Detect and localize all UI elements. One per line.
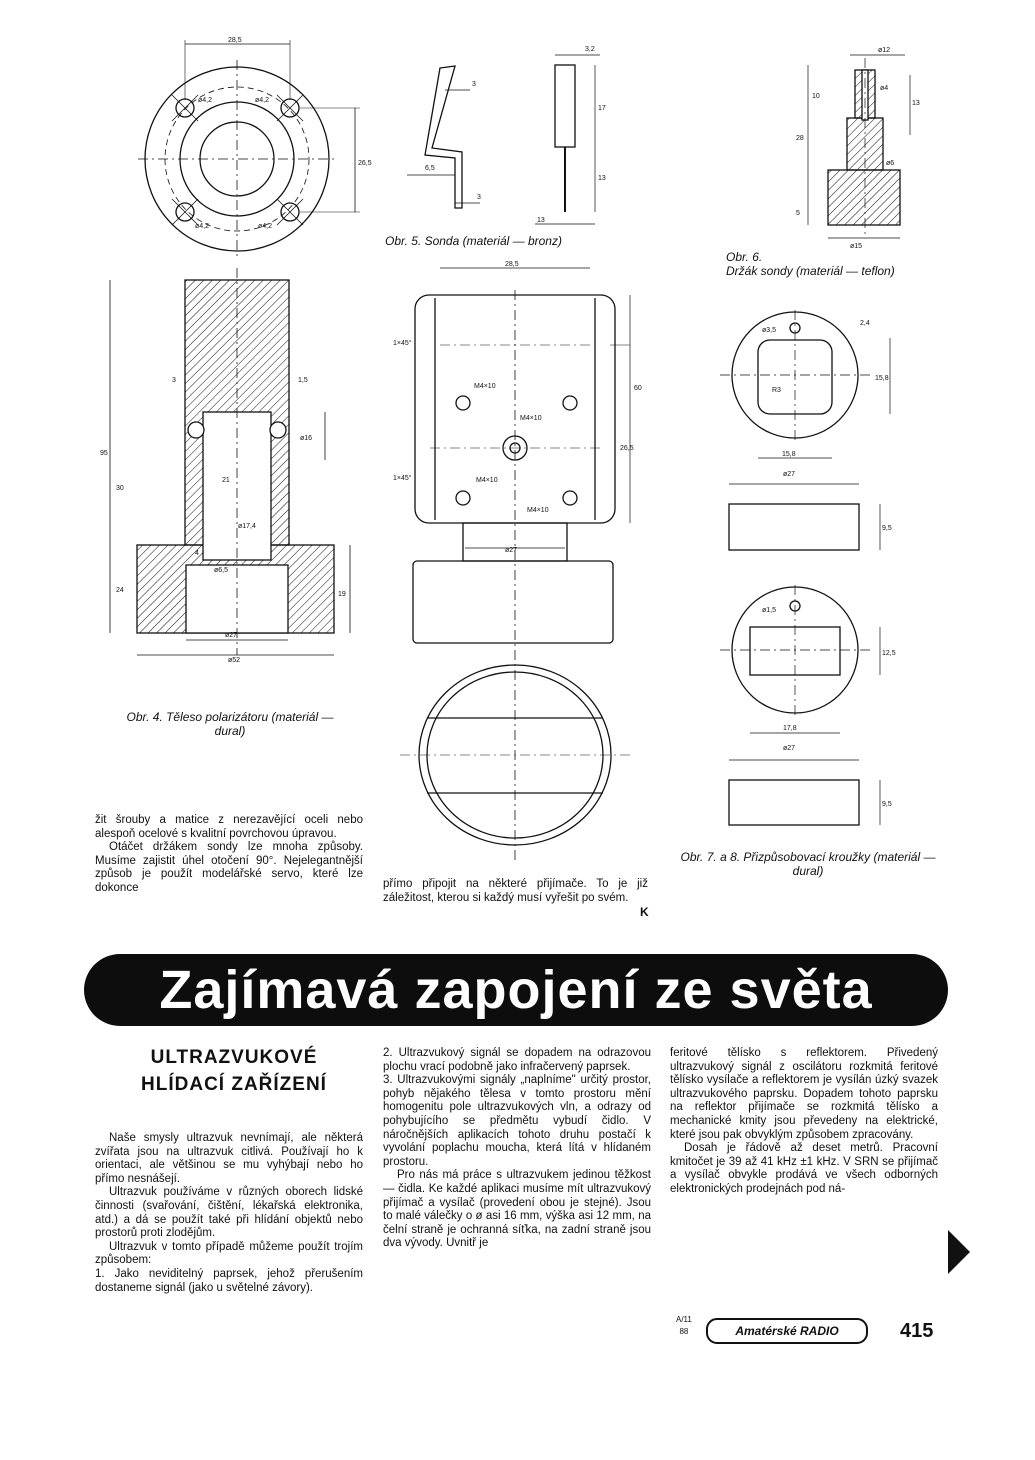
section-banner: Zajímavá zapojení ze světa (84, 954, 948, 1026)
assembly-front-view (400, 268, 630, 860)
dim-label: 15,8 (782, 451, 796, 458)
dim-label: ø27 (225, 632, 238, 639)
dim-label: 3 (477, 194, 481, 201)
dim-label: M4×10 (476, 477, 498, 484)
title-line: ULTRAZVUKOVÉ (150, 1047, 318, 1068)
fig7-ring (720, 310, 890, 550)
paragraph: Pro nás má práce s ultrazvukem jedinou těžkost — čidla. Ke každé aplikaci musíme mít ultrazvukový přijímač a vysílač (provedení obou je stejné). Jsou to malé válečky o ø asi 16 mm, výška asi 12 mm, na čelní straně je ochranná síťka, na zadní straně jsou dva vývody. Uvnitř je (383, 1169, 651, 1250)
dim-label: ø6,5 (214, 567, 229, 574)
dim-label: 26,5 (358, 160, 372, 167)
title-line: HLÍDACÍ ZAŘÍZENÍ (141, 1074, 327, 1095)
paragraph: 3. Ultrazvukovými signály „naplníme" určitý prostor, pohyb nějakého tělesa v tomto prostoru mění homogenitu pole ultrazvukových vln, a odrazy od pohybujícího se předmětu vybudí čidlo. V náročnějších aplikacích tohoto druhu postačí k vyvolání poplachu moucha, která lítá v hlídaném prostoru. (383, 1074, 651, 1168)
issue-number (676, 1314, 692, 1338)
article-column-1 (95, 1132, 363, 1295)
paragraph: Ultrazvuk používáme v různých oborech lidské činnosti (svařování, čištění, lékařská elektronika, atd.) a dá se použít také při hlídání objektů nebo prostorů proti zlodějům. (95, 1186, 363, 1240)
fig4-caption: Obr. 4. Těleso polarizátoru (materiál — dural) (126, 710, 334, 738)
dim-label: 21 (222, 477, 230, 484)
dim-label: 3 (172, 377, 176, 384)
dim-label: 3 (472, 81, 476, 88)
fig4-top-view (138, 40, 360, 258)
dim-label: ø4,2 (255, 97, 270, 104)
article-column-2 (383, 1047, 651, 1251)
dim-label: ø3,5 (762, 327, 777, 334)
top-mid-text (383, 878, 648, 905)
dim-label: 1×45° (393, 340, 412, 347)
dim-label: 5 (796, 210, 800, 217)
dim-label: ø4 (880, 85, 889, 92)
dim-label: ø1,5 (762, 607, 777, 614)
dim-label: 1×45° (393, 475, 412, 482)
dim-label: 1,5 (298, 377, 308, 384)
dim-label: 26,5 (620, 445, 634, 452)
dim-label: 95 (100, 450, 108, 457)
fig6-caption-line1: Obr. 6. (726, 250, 763, 264)
paragraph: žit šrouby a matice z nerezavějící oceli nebo alespoň ocelové s kvalitní povrchovou úpravou. (95, 814, 363, 840)
dim-label: M4×10 (474, 383, 496, 390)
paragraph: feritové tělísko s reflektorem. Přivedený ultrazvukový signál z oscilátoru rozkmitá feritové tělísko vysílače a reflektorem je vysílán úzký svazek ultrazvukového paprsku. Dopadem tohoto paprsku na reflektor přijímače se rozkmitá tělísko a mechanické kmity jsou převedeny na elektrické, které jsou pak obvyklým způsobem zpracovány. (670, 1047, 938, 1141)
issue-line: A/11 (676, 1315, 692, 1324)
dim-label: 28,5 (505, 261, 519, 268)
dim-label: R3 (772, 387, 781, 394)
dim-label: ø27 (783, 745, 796, 752)
dim-label: ø12 (878, 47, 891, 54)
dim-label: 60 (634, 385, 642, 392)
fig8-ring (720, 585, 880, 825)
top-left-text (95, 814, 363, 896)
dim-label: 13 (537, 217, 545, 224)
author-mark: K (640, 905, 649, 919)
dim-label: 9,5 (882, 525, 892, 532)
dim-label: 13 (912, 100, 920, 107)
dim-label: 15,8 (875, 375, 889, 382)
dim-label: 12,5 (882, 650, 896, 657)
continue-arrow-icon (948, 1230, 970, 1274)
fig5-caption: Obr. 5. Sonda (materiál — bronz) (385, 234, 562, 248)
paragraph: Dosah je řádově až deset metrů. Pracovní kmitočet je 39 až 41 kHz ±1 kHz. V SRN se přijímač a vysílač obvykle prodává ve všech odborných elektronických prodejnách pod ná- (670, 1142, 938, 1195)
dim-label: ø15 (850, 243, 863, 250)
dim-label: ø4,2 (198, 97, 213, 104)
article-column-3 (670, 1047, 938, 1197)
dim-label: ø52 (228, 657, 241, 664)
dim-label: 10 (812, 93, 820, 100)
dim-label: ø27 (505, 547, 518, 554)
fig5-probe (407, 55, 600, 224)
dim-label: 17 (598, 105, 606, 112)
paragraph: Naše smysly ultrazvuk nevnímají, ale některá zvířata jsou na ultrazvuk citlivá. Používají ho k orientaci, ale většinou se mu vyhýbají nebo ho přímo nesnášejí. (95, 1132, 363, 1185)
dim-label: 30 (116, 485, 124, 492)
dim-label: 2,4 (860, 320, 870, 327)
dim-label: ø16 (300, 435, 313, 442)
dim-label: 17,8 (783, 725, 797, 732)
dim-label: 19 (338, 591, 346, 598)
dim-label: 13 (598, 175, 606, 182)
dim-label: 6,5 (425, 165, 435, 172)
dim-label: M4×10 (520, 415, 542, 422)
dim-label: ø27 (783, 471, 796, 478)
paragraph: Otáčet držákem sondy lze mnoha způsoby. Musíme zajistit úhel otočení 90°. Nejelegantnější způsob je použít modelářské servo, které lze dokonce (95, 841, 363, 894)
paragraph: Ultrazvuk v tomto případě můžeme použít trojím způsobem: (95, 1240, 363, 1267)
fig6-caption-line2: Držák sondy (materiál — teflon) (726, 264, 895, 278)
fig4-section-view (110, 268, 350, 655)
dim-label: M4×10 (527, 507, 549, 514)
dim-label: ø6 (886, 160, 895, 167)
page-number: 415 (900, 1320, 934, 1342)
magazine-logo: Amatérské RADIO (706, 1318, 868, 1344)
dim-label: 28,5 (228, 37, 242, 44)
dim-label: ø4,2 (258, 223, 273, 230)
dim-label: 28 (796, 135, 804, 142)
dim-label: 24 (116, 587, 124, 594)
issue-line: 88 (679, 1327, 689, 1336)
dim-label: 9,5 (882, 801, 892, 808)
dim-label: 3,2 (585, 46, 595, 53)
fig78-caption: Obr. 7. a 8. Přizpůsobovací kroužky (materiál — dural) (680, 850, 936, 878)
paragraph: 1. Jako neviditelný paprsek, jehož přerušením dostaneme signál (jako u světelné závory). (95, 1267, 363, 1294)
paragraph: 2. Ultrazvukový signál se dopadem na odrazovou plochu vrací podobně jako infračervený paprsek. (383, 1047, 651, 1073)
fig6-holder (808, 55, 910, 238)
paragraph: přímo připojit na některé přijímače. To je již záležitost, kterou si každý musí vyřešit po svém. (383, 878, 648, 904)
dim-label: 4 (195, 550, 199, 557)
dim-label: ø17,4 (238, 523, 256, 530)
article-title (100, 1044, 368, 1098)
dim-label: ø4,2 (195, 223, 210, 230)
